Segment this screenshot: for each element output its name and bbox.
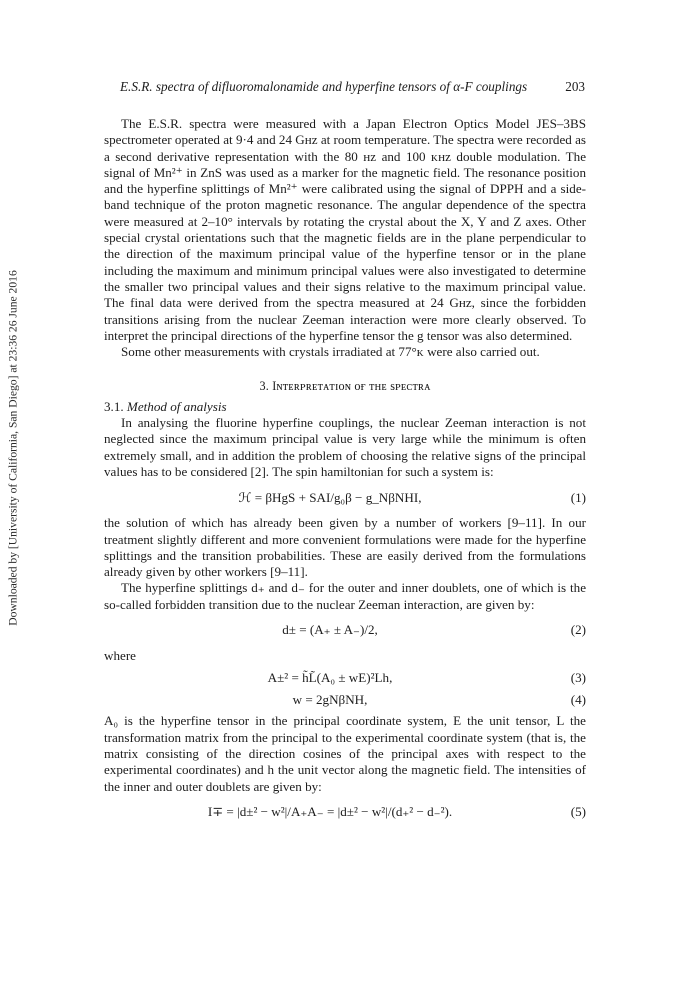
equation-4-number: (4) <box>570 691 586 707</box>
equation-3 <box>104 669 586 686</box>
equation-5-expression: I∓ = |d±² − w²|/A₊A₋ = |d±² − w²|/(d₊² − d₋²). <box>207 804 453 820</box>
equation-2-expression: d± = (A₊ ± A₋)/2, <box>282 622 378 638</box>
subsection-heading <box>104 399 586 415</box>
equation-5-number: (5) <box>570 804 586 820</box>
paragraph-analysis: In analysing the fluorine hyperfine couplings, the nuclear Zeeman interaction is not neglected since the maximum principal value is very large while the minimum is often extremely small, and in addition the problem of choosing the relative signs of the principal values has to be considered [2]. The spin hamiltonian for such a system is: <box>104 415 586 479</box>
page-number: 203 <box>565 79 585 94</box>
equation-2 <box>104 622 586 639</box>
download-watermark-text: Downloaded by [University of California, San Diego] at 23:36 26 June 2016 <box>6 270 20 626</box>
paragraph-77k: Some other measurements with crystals irradiated at 77°ᴋ were also carried out. <box>121 344 540 360</box>
equation-4 <box>104 691 586 708</box>
equation-3-expression: A±² = h̃L̃(A₀ ± wE)²Lh, <box>267 669 393 685</box>
running-title: E.S.R. spectra of difluoromalonamide and hyperfine tensors of α-F couplings <box>120 79 528 94</box>
paragraph-splittings: The hyperfine splittings d₊ and d₋ for the outer and inner doublets, one of which is the so-called forbidden transition due to the nuclear Zeeman interaction, are given by: <box>104 580 586 612</box>
equation-1-expression: ℋ = βHgS + SAI/g₀β − g_NβNHI, <box>238 489 422 505</box>
paragraph-definitions: A₀ is the hyperfine tensor in the principal coordinate system, E the unit tensor, L the transformation matrix from the principal to the experimental coordinate system (that is, the matrix consisting of the direction cosines of the principal axes with respect to the experimental coordinates) and h the unit vector along the magnetic field. The intensities of the inner and outer doublets are given by: <box>104 713 586 794</box>
equation-4-expression: w = 2gNβNH, <box>292 691 368 707</box>
subsection-title: Method of analysis <box>126 398 227 414</box>
body-text <box>104 116 586 830</box>
paragraph-methods: The E.S.R. spectra were measured with a Japan Electron Optics Model JES–3BS spectrometer operated at 9·4 and 24 Gʜᴢ at room temperature. The spectra were recorded as a second derivative representation with the 80 ʜᴢ and 100 ᴋʜᴢ double modulation. The signal of Mn²⁺ in ZnS was used as a marker for the magnetic field. The resonance position and the hyperfine splittings of Mn²⁺ were calibrated using the signal of DPPH and a side-band technique of the proton magnetic resonance. The angular dependence of the spectra were measured at 2–10° intervals by rotating the crystal about the X, Y and Z axes. Other special crystal orientations such that the magnetic fields are in the plane perpendicular to the direction of the maximum principal value of the hyperfine tensor or in the plane including the maximum and minimum principal values were also investigated to determine the smaller two principal values and their signs relative to the maximum principal value. The final data were derived from the spectra measured at 24 Gʜᴢ, since the forbidden transitions arising from the nuclear Zeeman interaction were more clearly observed. To interpret the principal directions of the hyperfine tensor the g tensor was also determined. <box>104 116 586 343</box>
running-header <box>110 79 585 97</box>
equation-1 <box>104 489 586 506</box>
paragraph-solution: the solution of which has already been given by a number of workers [9–11]. In our treatment slightly different and more convenient formulations were made for the hyperfine splittings and the transition probabilities. These are easily derived from the formulations already given by other workers [9–11]. <box>104 515 586 580</box>
equation-2-number: (2) <box>570 622 586 638</box>
where-label: where <box>104 648 136 664</box>
section-heading: 3. Iɴᴛᴇʀᴘʀᴇᴛᴀᴛɪᴏɴ ᴏғ ᴛʜᴇ sᴘᴇᴄᴛʀᴀ <box>259 379 431 394</box>
equation-3-number: (3) <box>570 669 586 685</box>
equation-5 <box>104 804 586 821</box>
download-watermark <box>2 213 24 683</box>
subsection-number: 3.1. <box>104 398 124 414</box>
equation-1-number: (1) <box>570 489 586 505</box>
